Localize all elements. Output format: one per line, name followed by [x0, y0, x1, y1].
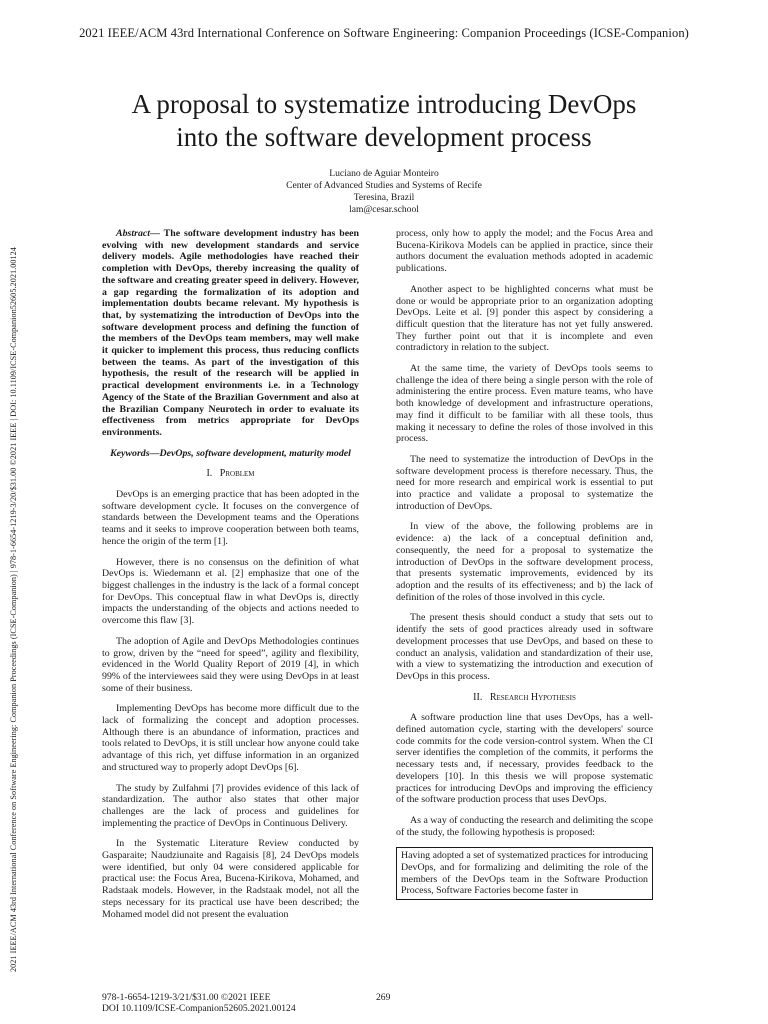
abstract-label: Abstract — [116, 228, 151, 239]
author-email: lam@cesar.school — [349, 204, 419, 215]
author-block — [0, 168, 768, 216]
right-column — [396, 228, 653, 900]
paragraph: The need to systematize the introduction of DevOps in the software development process is therefore necessary. Thus, the need for more research and empirical work is essential to put into practice and validate a proposal to systematize the introduction of DevOps. — [396, 453, 653, 512]
abstract-text: — The software development industry has been evolving with new development standards and service delivery models. Agile methodologies have reached their completion with DevOps, thereby increasing the quality of the software and creating greater speed in delivery. However, a gap regarding the formalization of its adoption and implementation doubts became relevant. My hypothesis is that, by systematizing the introduction of DevOps into the software development process and defining the function of the members of the DevOps team members, may well make it quicker to implement this process, thus reducing conflicts between the teams. As part of the investigation of this hypothesis, the result of the research will be applied in practical development environments i.e. in a Technology Agency of the State of the Brazilian Government and also at the Brazilian Company Neurotech in order to evaluate its effectiveness from metrics appropriate for DevOps environments. — [102, 228, 359, 438]
paragraph: process, only how to apply the model; and the Focus Area and Bucena-Kirikova Models can be applied in practice, since their authors document the evaluation methods adopted in academic publications. — [396, 228, 653, 275]
author-location: Teresina, Brazil — [353, 192, 415, 203]
title-line-2: into the software development process — [176, 122, 592, 152]
paragraph: At the same time, the variety of DevOps tools seems to challenge the idea of there being a single person with the role of administering the entire process. Even mature teams, who have both knowledge of development and infrastructure operations, may find it difficult to be familiar with all these tools, thus making it necessary to define the roles of those involved in this process. — [396, 363, 653, 445]
hypothesis-box: Having adopted a set of systematized practices for introducing DevOps, and for formalizing and delimiting the role of the members of the DevOps team in the Software Production Process, Software Factories become faster in — [396, 847, 653, 900]
paragraph: The present thesis should conduct a study that sets out to identify the sets of good practices already used in software development processes that use DevOps, and based on these to conduct an analysis, validation and standardization of their use, with a view to systematizing the introduction and execution of DevOps in this process. — [396, 612, 653, 682]
paragraph: As a way of conducting the research and delimiting the scope of the study, the following hypothesis is proposed: — [396, 814, 653, 838]
footer-isbn: 978-1-6654-1219-3/21/$31.00 ©2021 IEEE — [102, 992, 271, 1003]
keywords: Keywords—DevOps, software development, maturity model — [110, 447, 351, 459]
paragraph: In view of the above, the following problems are in evidence: a) the lack of a conceptual definition and, consequently, the need for a proposal to systematize the introduction of DevOps in the software development process, that presents systematic improvements, evidenced by its adoption and the results of its effectiveness; and b) the lack of definition of the roles of those involved in this cycle. — [396, 521, 653, 603]
paragraph: Implementing DevOps has become more difficult due to the lack of formalizing the concept and adoption processes. Although there is an abundance of information, practices and tools related to DevOps, it is still unclear how anyone could take advantage of this rich, yet diffuse information in an organized and structured way to properly adopt DevOps [6]. — [102, 703, 359, 773]
section-heading-hypothesis: II. Research Hypothesis — [473, 691, 576, 703]
paragraph: The study by Zulfahmi [7] provides evidence of this lack of standardization. The author also states that other major challenges are the lack of process and guidelines for implementing the practice of DevOps in Continuous Delivery. — [102, 782, 359, 829]
paragraph: Another aspect to be highlighted concerns what must be done or would be appropriate prior to an organization adopting DevOps. Leite et al. [9] ponder this aspect by considering a difficult question that the literature has not yet fully answered. They further point out that it is incomplete and even contradictory in relation to the subject. — [396, 283, 653, 354]
title-line-1: A proposal to systematize introducing DevOps — [131, 89, 637, 119]
conference-header: 2021 IEEE/ACM 43rd International Conference on Software Engineering: Companion Proceedings (ICSE-Companion) — [79, 26, 689, 40]
footer-doi: DOI 10.1109/ICSE-Companion52605.2021.00124 — [102, 1003, 296, 1014]
paragraph: The adoption of Agile and DevOps Methodologies continues to grow, driven by the “need for speed”, agility and flexibility, evidenced in the World Quality Report of 2019 [4], in which 99% of the interviewees said they were using DevOps in at least some of their business. — [102, 635, 359, 694]
paper-title — [0, 88, 768, 154]
page-number: 269 — [376, 992, 391, 1003]
author-affiliation: Center of Advanced Studies and Systems of Recife — [286, 180, 482, 191]
footer-ids — [102, 992, 296, 1014]
left-column — [102, 228, 359, 929]
paragraph: However, there is no consensus on the definition of what DevOps is. Wiedemann et al. [2] emphasize that one of the biggest challenges in the industry is the lack of a formal concept for DevOps. This conceptual flaw in what DevOps is, directly impacts the understanding of the objects and actions needed to overcome this flaw [3]. — [102, 556, 359, 627]
paragraph: DevOps is an emerging practice that has been adopted in the software development cycle. It focuses on the convergence of standards between the Development teams and the Operations teams and it seeks to improve cooperation between both teams, hence the origin of the term [1]. — [102, 489, 359, 547]
side-doi-strip: 2021 IEEE/ACM 43rd International Conference on Software Engineering: Companion Proceedings (ICSE-Companion) | 978-1-6654-1219-3/20/$31.00 ©2021 IEEE | DOI: 10.1109/ICSE-Companion52605.2021.00124 — [9, 247, 18, 972]
paragraph: In the Systematic Literature Review conducted by Gasparaite; Naudziunaite and Ragaisis [8], 24 DevOps models were identified, but only 04 were considered applicable for practical use: the Focus Area, Bucena-Kirikova, Mohamed, and Radstaak models. However, in the Radstaak model, not all the steps necessary for its practical use have been described; the Mohamed model did not present the evaluation — [102, 838, 359, 920]
author-name: Luciano de Aguiar Monteiro — [329, 168, 439, 179]
paragraph: A software production line that uses DevOps, has a well-defined automation cycle, starting with the developers' source code commits for the code version-control system. When the CI server identifies the completion of the commits, it performs the necessary tests and, if necessary, provides feedback to the developers [10]. In this thesis we will propose systematic practices for introducing DevOps and improving the efficiency of the software production process that uses DevOps. — [396, 712, 653, 806]
abstract — [102, 228, 359, 439]
section-heading-problem: I. Problem — [206, 468, 255, 480]
